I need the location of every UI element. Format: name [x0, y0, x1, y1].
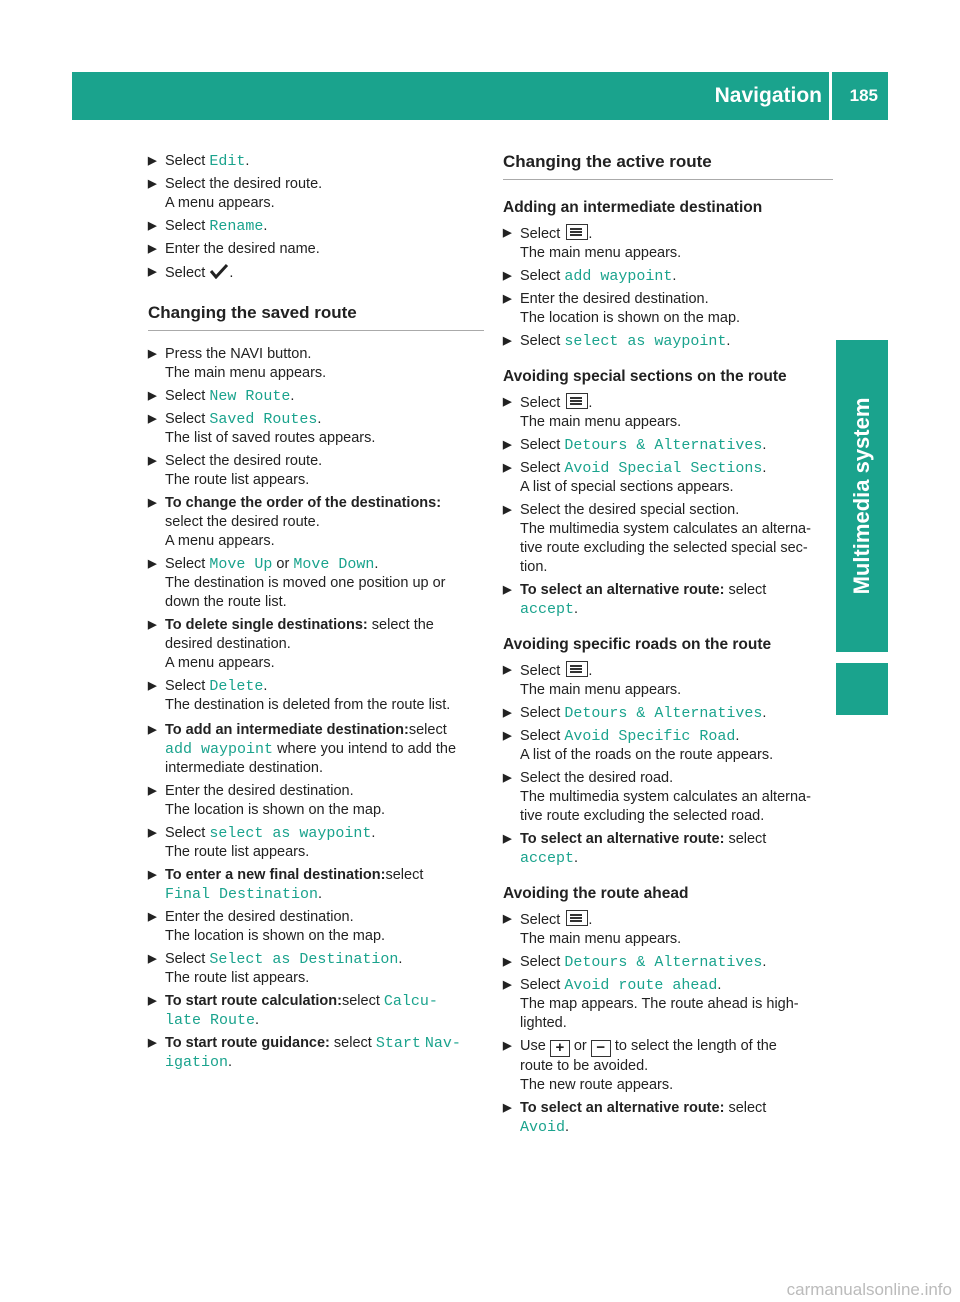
step: ▶ To add an intermediate destination:select add waypoint where you intend to add the intermediate destination.: [148, 722, 457, 776]
step: ▶ Select add waypoint.: [503, 268, 677, 285]
step-arrow-icon: ▶: [503, 1040, 512, 1052]
step: ▶ To start route guidance: select Start Nav‐ igation.: [148, 1035, 461, 1071]
left-column: [148, 152, 484, 1076]
code-delete: Delete: [209, 678, 264, 695]
step: ▶ Select the desired route. A menu appears.: [148, 176, 323, 211]
step: ▶ Select the desired road. The multimedia system calculates an alterna‐ tive route excluding the selected road.: [503, 770, 811, 824]
step-arrow-icon: ▶: [148, 178, 157, 190]
step: ▶ Press the NAVI button. The main menu appears.: [148, 346, 327, 381]
step: ▶ Select Detours & Alternatives.: [503, 437, 767, 454]
step-arrow-icon: ▶: [503, 227, 512, 239]
code-accept: accept: [520, 850, 575, 867]
step-arrow-icon: ▶: [148, 724, 157, 736]
step-arrow-icon: ▶: [503, 772, 512, 784]
subsection-heading: Avoiding specific roads on the route: [503, 636, 772, 653]
step-arrow-icon: ▶: [148, 220, 157, 232]
step: ▶ Select New Route.: [148, 388, 295, 405]
step: ▶ To enter a new final destination:select Final Destination.: [148, 867, 424, 903]
subsection-heading: Avoiding special sections on the route: [503, 368, 787, 385]
step: ▶ Select Avoid route ahead. The map appears. The route ahead is high‐ lighted.: [503, 977, 799, 1031]
page-number: 185: [849, 86, 878, 105]
step: ▶ To select an alternative route: select Avoid.: [503, 1100, 767, 1136]
step-arrow-icon: ▶: [148, 266, 157, 278]
step: ▶ Enter the desired name.: [148, 241, 320, 257]
step-arrow-icon: ▶: [148, 243, 157, 255]
watermark: carmanualsonline.info: [786, 1280, 952, 1299]
step: ▶ Select select as waypoint.: [503, 333, 731, 350]
code-move-down: Move Down: [293, 556, 375, 573]
step: ▶ Enter the desired destination. The location is shown on the map.: [148, 783, 386, 818]
checkmark-icon: [209, 263, 229, 279]
step: ▶ Enter the desired destination. The location is shown on the map.: [148, 909, 386, 944]
subsection-heading: Avoiding the route ahead: [503, 885, 689, 902]
step-arrow-icon: ▶: [148, 785, 157, 797]
step: ▶ Select Avoid Special Sections. A list of special sections appears.: [503, 460, 767, 495]
step-arrow-icon: ▶: [503, 913, 512, 925]
step-arrow-icon: ▶: [503, 584, 512, 596]
code-rename: Rename: [209, 218, 264, 235]
step-arrow-icon: ▶: [148, 995, 157, 1007]
menu-icon: [566, 910, 588, 926]
step: ▶ Select . The main menu appears.: [503, 663, 682, 698]
code-detours-alternatives: Detours & Alternatives: [564, 705, 763, 722]
step-arrow-icon: ▶: [503, 979, 512, 991]
step-arrow-icon: ▶: [503, 707, 512, 719]
code-calculate-route-cont: late Route: [165, 1012, 256, 1029]
step-arrow-icon: ▶: [148, 619, 157, 631]
step: ▶ To start route calculation:select Calcu‐ late Route.: [148, 993, 438, 1029]
step: ▶ To delete single destinations: select the desired destination. A menu appears.: [148, 617, 434, 671]
plus-key-icon: +: [550, 1040, 570, 1057]
step: ▶ Select Avoid Specific Road. A list of the roads on the route appears.: [503, 728, 774, 763]
header-divider: [829, 72, 832, 120]
step: ▶ Enter the desired destination. The location is shown on the map.: [503, 291, 741, 326]
step: ▶ Select the desired route. The route list appears.: [148, 453, 323, 488]
code-new-route: New Route: [209, 388, 291, 405]
right-column: [503, 152, 833, 1141]
code-add-waypoint: add waypoint: [165, 741, 274, 758]
step: ▶ Select the desired special section. The multimedia system calculates an alterna‐ tive route excluding the selected special sec‐ tion.: [503, 502, 811, 575]
step-arrow-icon: ▶: [503, 293, 512, 305]
side-tab: [836, 340, 888, 652]
step: ▶ Select Delete. The destination is deleted from the route list.: [148, 678, 451, 713]
header-bar: [72, 72, 888, 120]
step-arrow-icon: ▶: [148, 1037, 157, 1049]
step: ▶ To select an alternative route: select accept.: [503, 582, 767, 618]
code-accept: accept: [520, 601, 575, 618]
step: ▶ Select Detours & Alternatives.: [503, 954, 767, 971]
step-arrow-icon: ▶: [148, 155, 157, 167]
section-title: Navigation: [714, 84, 822, 107]
step-arrow-icon: ▶: [503, 833, 512, 845]
code-select-as-waypoint: select as waypoint: [209, 825, 372, 842]
code-avoid-special-sections: Avoid Special Sections: [564, 460, 763, 477]
code-add-waypoint: add waypoint: [564, 268, 673, 285]
step-arrow-icon: ▶: [503, 504, 512, 516]
code-select-as-waypoint: select as waypoint: [564, 333, 727, 350]
side-tab-label: Multimedia system: [849, 397, 874, 595]
code-detours-alternatives: Detours & Alternatives: [564, 437, 763, 454]
step: ▶ To select an alternative route: select accept.: [503, 831, 767, 867]
minus-key-icon: −: [591, 1040, 611, 1057]
code-avoid-specific-road: Avoid Specific Road: [564, 728, 736, 745]
step-arrow-icon: ▶: [503, 439, 512, 451]
step-arrow-icon: ▶: [148, 953, 157, 965]
step-arrow-icon: ▶: [148, 390, 157, 402]
code-avoid: Avoid: [520, 1119, 566, 1136]
step: ▶ Select Move Up or Move Down. The destination is moved one position up or down the route list.: [148, 556, 446, 610]
step: ▶ Select . The main menu appears.: [503, 226, 682, 261]
code-navigation-cont: igation: [165, 1054, 229, 1071]
menu-icon: [566, 224, 588, 240]
section-heading: Changing the active route: [503, 152, 833, 180]
code-saved-routes: Saved Routes: [209, 411, 318, 428]
step: ▶ Select Detours & Alternatives.: [503, 705, 767, 722]
step-arrow-icon: ▶: [148, 348, 157, 360]
step: ▶ Select . The main menu appears.: [503, 912, 682, 947]
step-arrow-icon: ▶: [503, 462, 512, 474]
step: ▶ Select Edit.: [148, 153, 250, 170]
subsection-heading: Adding an intermediate destination: [503, 199, 763, 216]
section-heading: Changing the saved route: [148, 303, 484, 331]
code-select-as-destination: Select as Destination: [209, 951, 399, 968]
code-navigation: Nav‐: [424, 1035, 461, 1052]
step: ▶ Select Select as Destination. The route list appears.: [148, 951, 403, 986]
step: ▶ Select Saved Routes. The list of saved routes appears.: [148, 411, 376, 446]
code-final-destination: Final Destination: [165, 886, 319, 903]
step-arrow-icon: ▶: [148, 911, 157, 923]
code-calculate-route: Calcu‐: [383, 993, 438, 1010]
step: ▶ Select select as waypoint. The route list appears.: [148, 825, 376, 860]
step-arrow-icon: ▶: [148, 558, 157, 570]
step-arrow-icon: ▶: [148, 413, 157, 425]
step-arrow-icon: ▶: [148, 680, 157, 692]
step-arrow-icon: ▶: [148, 455, 157, 467]
code-detours-alternatives: Detours & Alternatives: [564, 954, 763, 971]
step-arrow-icon: ▶: [503, 956, 512, 968]
code-start: Start: [375, 1035, 421, 1052]
step: ▶ Select Rename.: [148, 218, 268, 235]
step-arrow-icon: ▶: [503, 730, 512, 742]
step-arrow-icon: ▶: [148, 869, 157, 881]
step-arrow-icon: ▶: [503, 664, 512, 676]
code-avoid-route-ahead: Avoid route ahead: [564, 977, 718, 994]
menu-icon: [566, 393, 588, 409]
code-edit: Edit: [209, 153, 246, 170]
step-arrow-icon: ▶: [148, 827, 157, 839]
side-tab-marker: [836, 663, 888, 715]
step: ▶ Select . The main menu appears.: [503, 395, 682, 430]
step-arrow-icon: ▶: [503, 1102, 512, 1114]
step: ▶ To change the order of the destinations: select the desired route. A menu appears.: [148, 495, 442, 549]
step-arrow-icon: ▶: [148, 497, 157, 509]
step: ▶ Use + or − to select the length of the route to be avoided. The new route appears.: [503, 1038, 777, 1093]
step-arrow-icon: ▶: [503, 396, 512, 408]
code-move-up: Move Up: [209, 556, 273, 573]
menu-icon: [566, 661, 588, 677]
step-arrow-icon: ▶: [503, 335, 512, 347]
step: ▶ Select .: [148, 265, 234, 281]
step-arrow-icon: ▶: [503, 270, 512, 282]
